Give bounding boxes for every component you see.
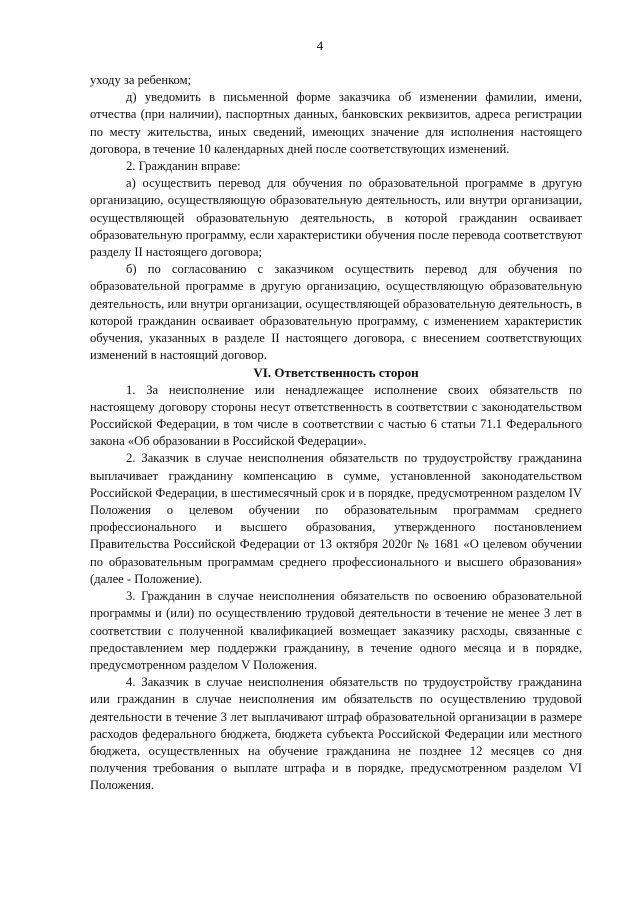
page-number: 4 [316,38,324,53]
section-title: VI. Ответственность сторон [253,365,419,381]
responsibility-paragraph-4: 4. Заказчик в случае неисполнения обязательств по трудоустройству гражданина или гражданин в случае неисполнения им обязательств по осуществлению трудовой деятельности в течение 3 лет выплачивают штраф образовательной организации в размере расходов федерального бюджета, бюджета субъекта Российской Федерации или местного бюджета, осуществленных на обучение гражданина не позднее 12 месяцев со дня получения требования о выплате штрафа и в порядке, предусмотренном разделом VI Положения. [90,675,582,793]
paragraph-continuation: уходу за ребенком; [90,73,192,87]
paragraph-right-a: а) осуществить перевод для обучения по образовательной программе в другую организацию, осуществляющую образовательную деятельность, или внутри организации, осуществляющей образовательную деятельность, в которой гражданин осваивает образовательную программу, если характеристики обучения после перевода соответствуют разделу II настоящего договора; [90,176,582,260]
responsibility-paragraph-2: 2. Заказчик в случае неисполнения обязательств по трудоустройству гражданина выплачивает гражданину компенсацию в сумме, установленной законодательством Российской Федерации, в шестимесячный срок и в порядке, предусмотренном разделом IV Положения о целевом обучении по образовательным программам среднего профессионального и высшего образования, утвержденного постановлением Правительства Российской Федерации от 13 октября 2020г № 1681 «О целевом обучении по образовательным программам среднего профессионального и высшего образования» (далее - Положение). [90,451,582,586]
page-content [90,72,582,795]
paragraph-right-b: б) по согласованию с заказчиком осуществить перевод для обучения по образовательной программе в другую организацию, осуществляющую образовательную деятельность, или внутри организации, осуществляющей образовательную деятельность, в которой гражданин осваивает образовательную программу, с изменением характеристик обучения, указанных в разделе II настоящего договора, с внесением соответствующих изменений в настоящий договор. [90,262,582,363]
paragraph-obligation-d: д) уведомить в письменной форме заказчика об изменении фамилии, имени, отчества (при наличии), паспортных данных, банковских реквизитов, адреса регистрации по месту жительства, иных сведений, имеющих значение для исполнения настоящего договора, в течение 10 календарных дней после соответствующих изменений. [90,90,582,156]
responsibility-paragraph-3: 3. Гражданин в случае неисполнения обязательств по освоению образовательной программы и (или) по осуществлению трудовой деятельности в течение не менее 3 лет в соответствии с полученной квалификацией возмещает заказчику расходы, связанные с предоставлением мер поддержки гражданину, в течение одного месяца и в порядке, предусмотренном разделом V Положения. [90,589,582,672]
responsibility-paragraph-1: 1. За неисполнение или ненадлежащее исполнение своих обязательств по настоящему договору стороны несут ответственность в соответствии с законодательством Российской Федерации, в том числе в соответствии с частью 6 статьи 71.1 Федерального закона «Об образовании в Российской Федерации». [90,382,582,449]
paragraph-citizen-rights: 2. Гражданин вправе: [126,159,241,174]
